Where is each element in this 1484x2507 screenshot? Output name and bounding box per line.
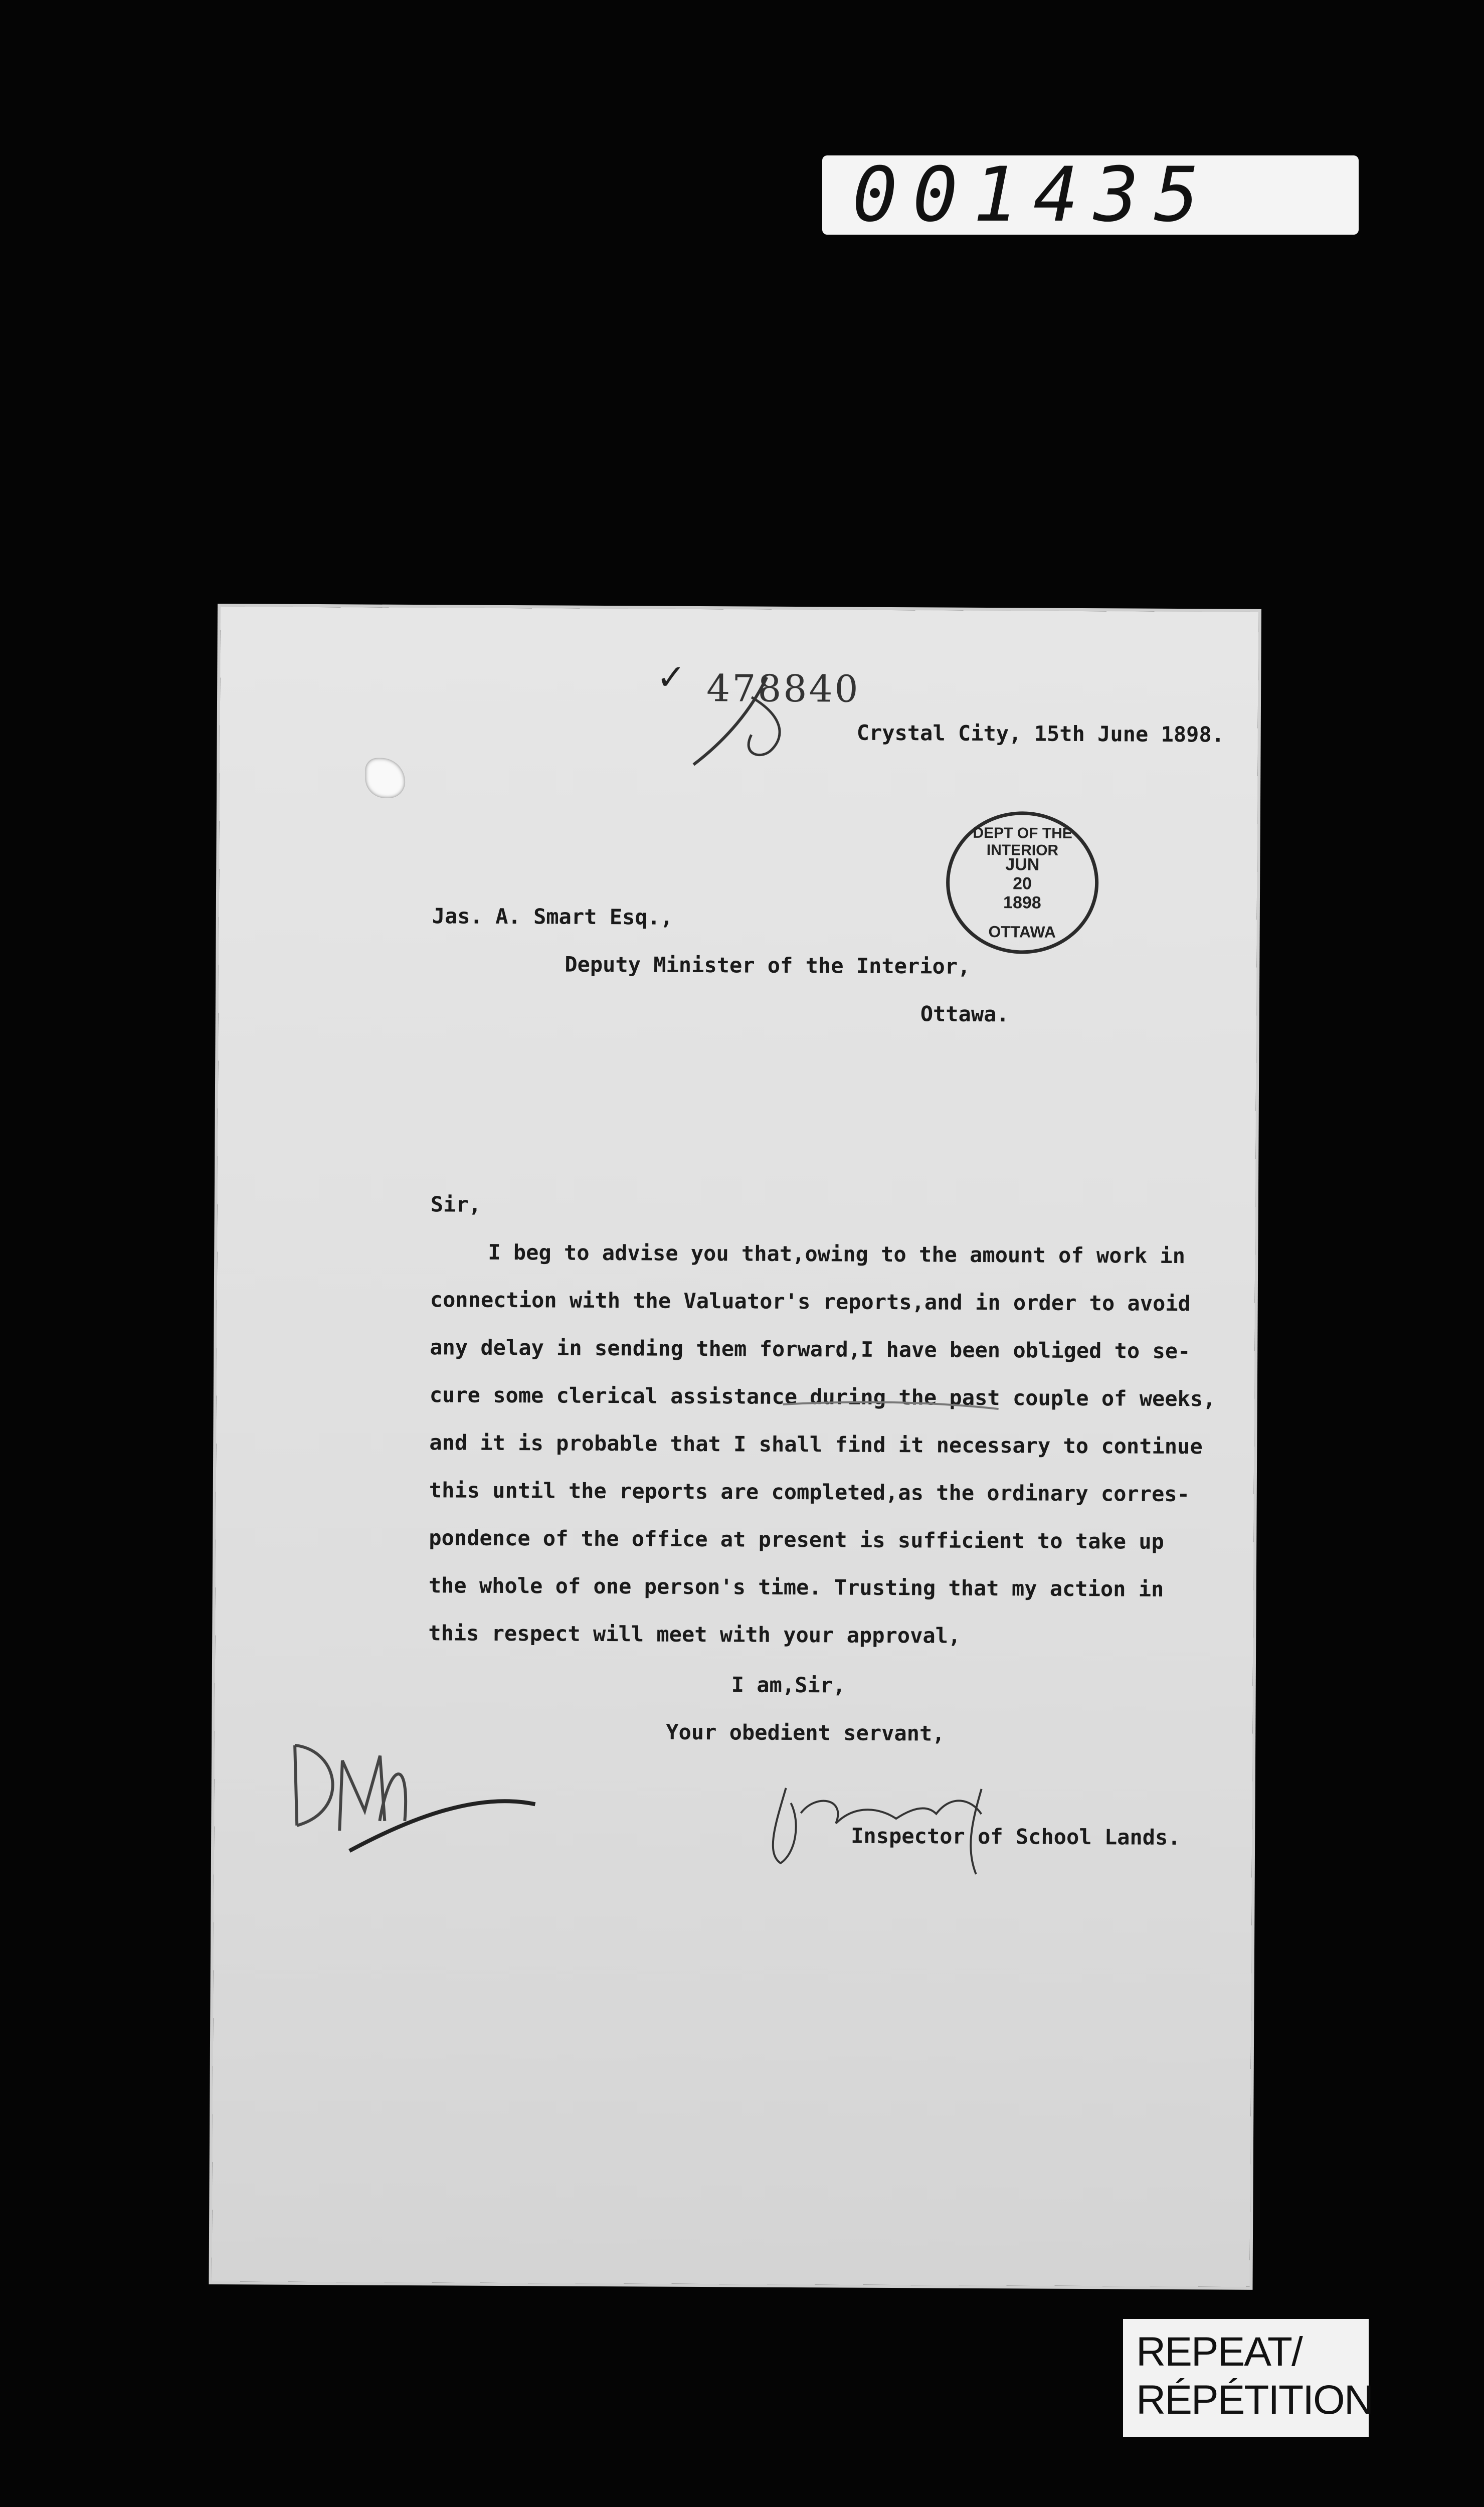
frame-number-label: 001435 [822, 155, 1359, 235]
addressee-title: Deputy Minister of the Interior, [565, 952, 971, 979]
check-mark: ✓ [656, 656, 686, 698]
repeat-label [1123, 2319, 1373, 2437]
addressee-city: Ottawa. [920, 1001, 1009, 1027]
body-line: and it is probable that I shall find it necessary to continue [429, 1430, 1203, 1459]
letter-sheet [212, 607, 1258, 2287]
body-line: the whole of one person's time. Trusting that my action in [428, 1573, 1164, 1601]
stamp-day: 20 [1013, 874, 1032, 893]
body-line: pondence of the office at present is sufficient to take up [429, 1525, 1165, 1554]
body-line: connection with the Valuator's reports,and in order to avoid [430, 1287, 1191, 1316]
stamp-month: JUN [1005, 855, 1040, 874]
body-line: any delay in sending them forward,I have been obliged to se- [430, 1335, 1191, 1364]
repeat-label-fr: RÉPÉTITION [1136, 2377, 1373, 2423]
signer-title: Inspector of School Lands. [851, 1823, 1181, 1850]
body-line: this until the reports are completed,as the ordinary corres- [429, 1478, 1190, 1507]
salutation: Sir, [430, 1192, 482, 1217]
closing-line: Your obedient servant, [666, 1719, 945, 1746]
body-line: this respect will meet with your approval, [428, 1621, 961, 1648]
stamp-city: OTTAWA [988, 923, 1056, 941]
place-date: Crystal City, 15th June 1898. [856, 720, 1225, 747]
repeat-label-en: REPEAT/ [1136, 2329, 1302, 2375]
closing-line: I am,Sir, [731, 1672, 846, 1698]
addressee-name: Jas. A. Smart Esq., [432, 904, 673, 930]
handwritten-marks [212, 607, 1258, 2287]
body-line: cure some clerical assistance during the past couple of weeks, [429, 1382, 1216, 1411]
body-line: I beg to advise you that,owing to the amount of work in [488, 1239, 1186, 1269]
stamp-department: DEPT OF THE INTERIOR [973, 824, 1072, 859]
stamp-year: 1898 [1003, 893, 1041, 913]
file-number-stamp: 478840 [706, 667, 860, 711]
